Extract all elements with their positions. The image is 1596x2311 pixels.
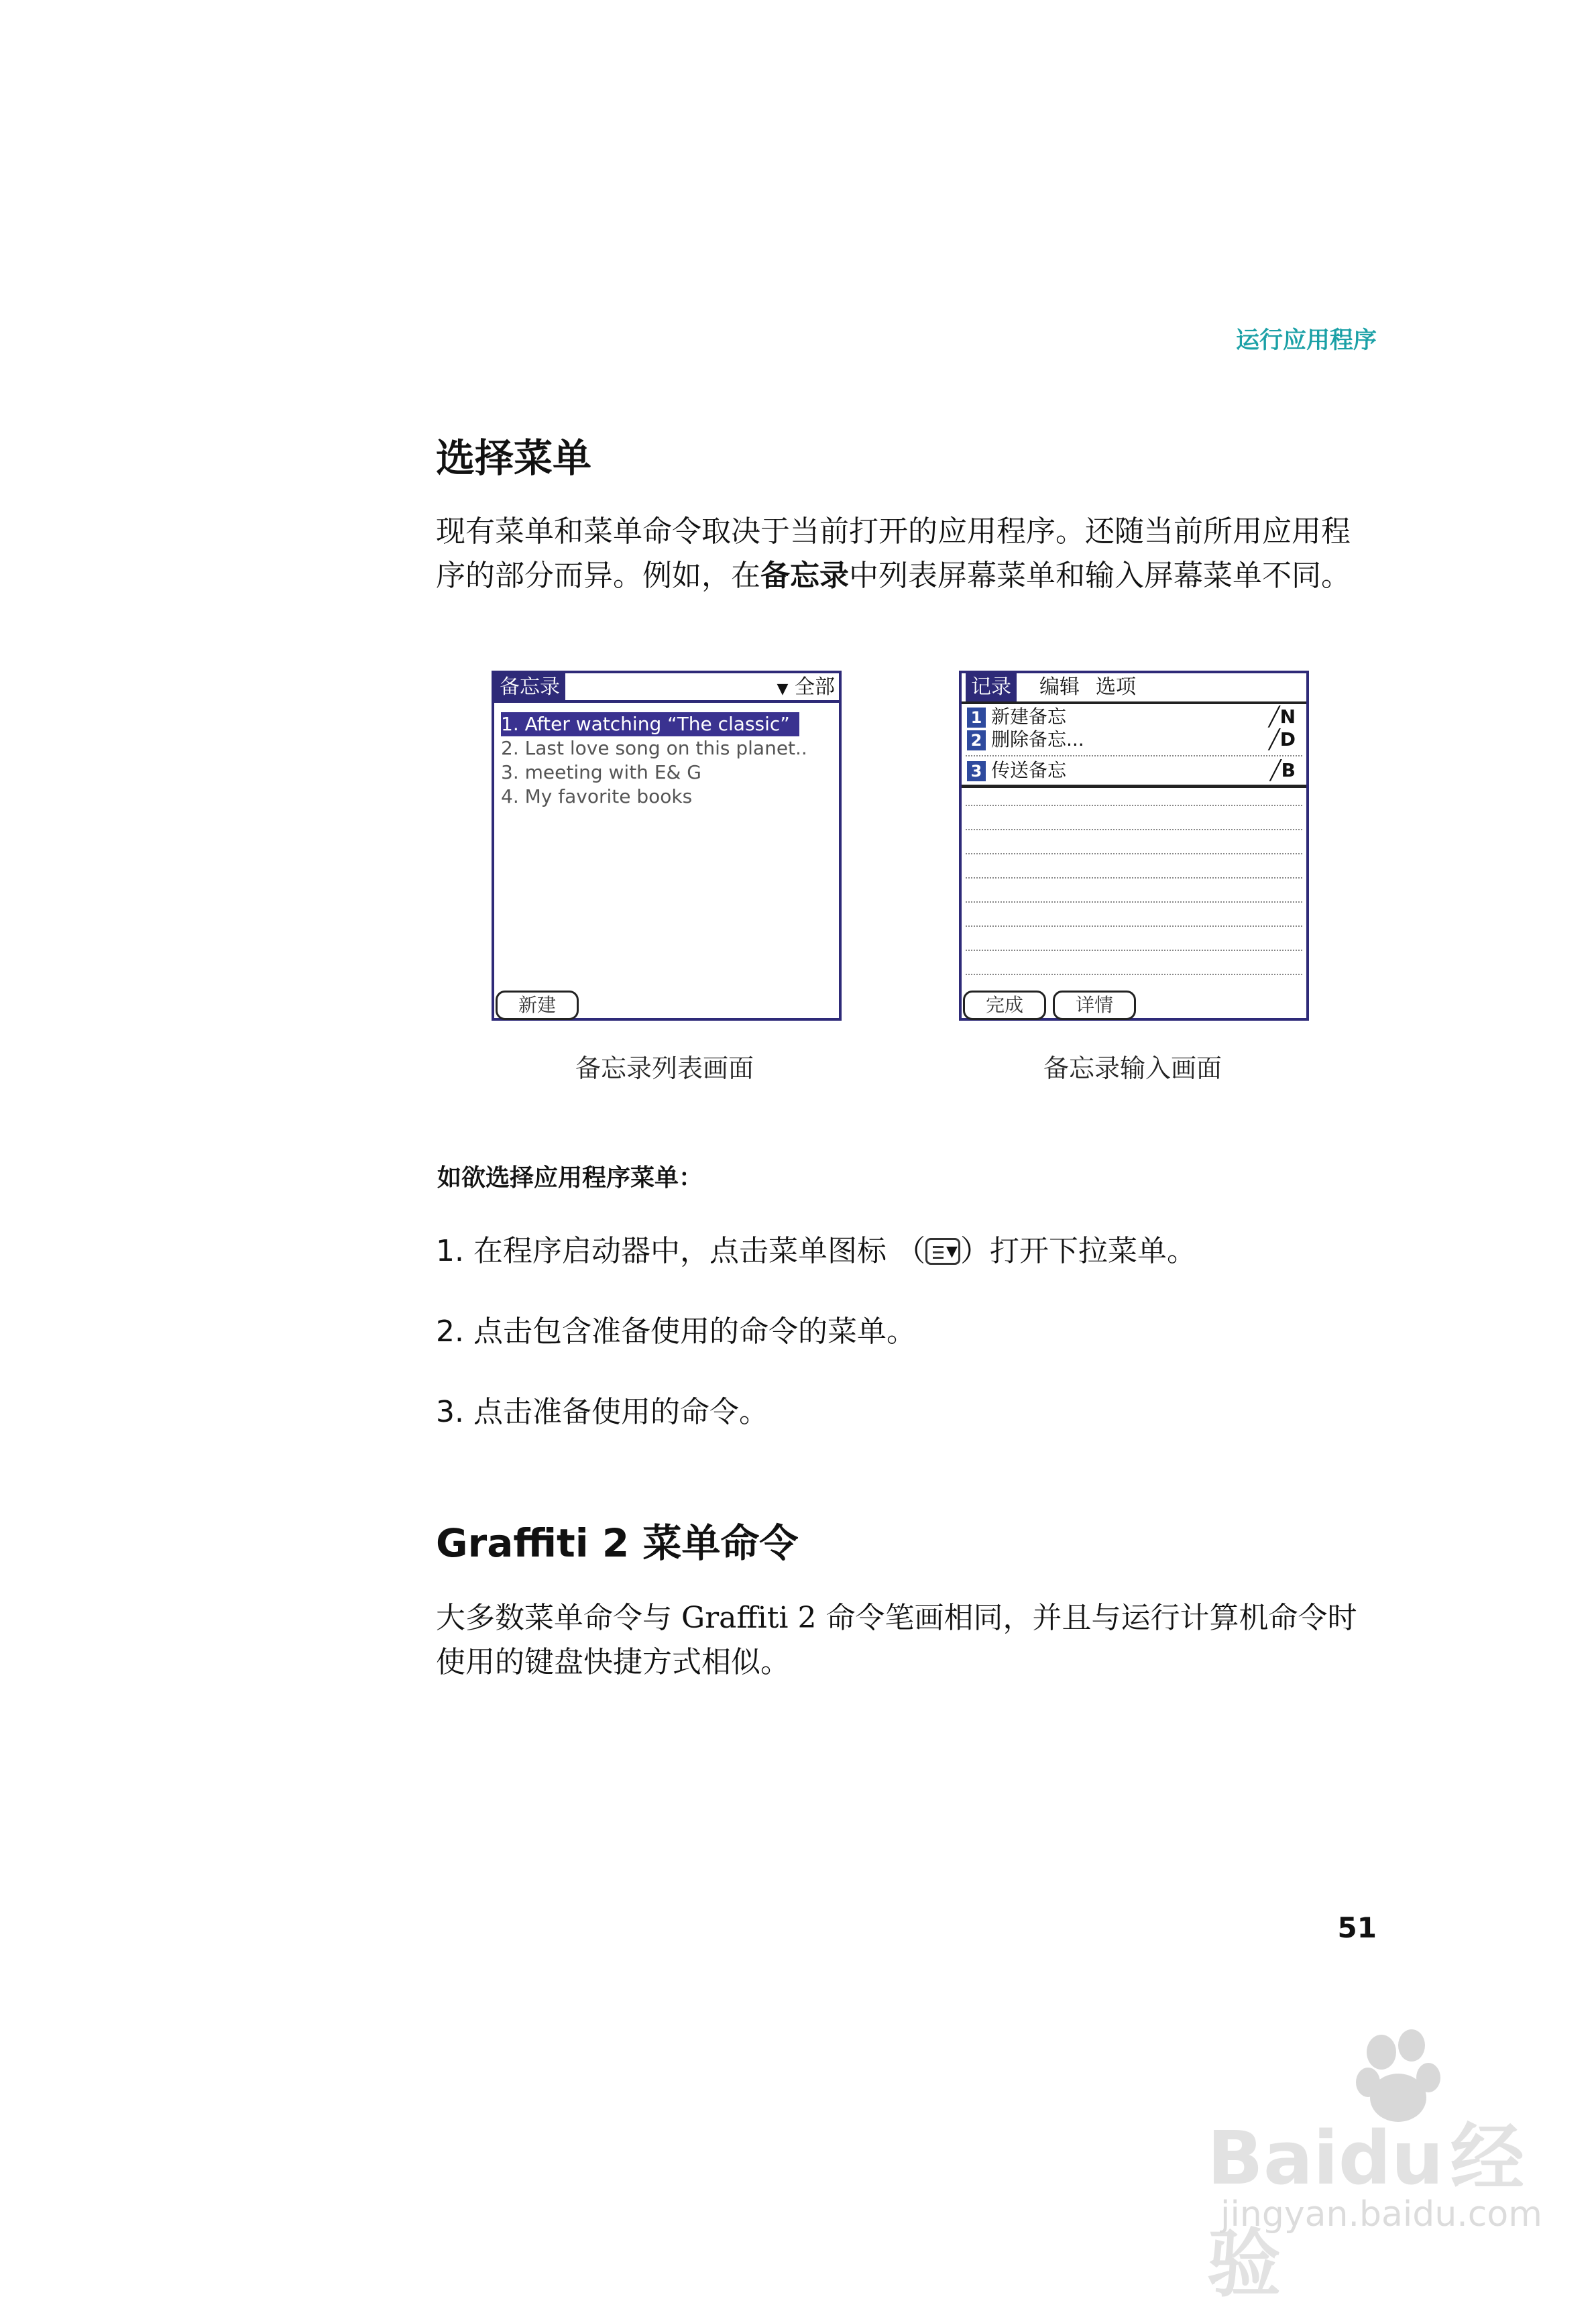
menu-item-beam-memo[interactable] xyxy=(967,759,1302,782)
shortcut-key xyxy=(1269,728,1296,751)
graffiti-paragraph: 大多数菜单命令与 Graffiti 2 命令笔画相同，并且与运行计算机命令时使用的键盘快捷方式相似。 xyxy=(436,1601,1357,1679)
menu-number-badge: 2 xyxy=(967,730,986,750)
note-line xyxy=(966,950,1302,951)
menu-number-badge: 1 xyxy=(967,708,986,728)
intro-text-bold: 备忘录 xyxy=(760,559,849,593)
figure-caption-edit: 备忘录输入画面 xyxy=(1043,1054,1222,1083)
step-number: 3. xyxy=(436,1395,464,1429)
note-line xyxy=(966,974,1302,975)
step-text-pre: 在程序启动器中，点击菜单图标 （ xyxy=(473,1234,925,1268)
intro-text-pre: 现有菜单和菜单命令取决于当前打开的应用程序。还随当前所用应用程序的部分而异。例如，在 xyxy=(436,514,1351,593)
record-menu-dropdown xyxy=(962,704,1306,788)
step-text: 点击包含准备使用的命令的菜单。 xyxy=(473,1314,916,1349)
graffiti-stroke-icon: ╱ xyxy=(1268,728,1280,750)
section-title-graffiti: Graffiti 2 菜单命令 xyxy=(436,1520,799,1566)
step-text: 点击准备使用的命令。 xyxy=(473,1395,768,1429)
memo-list-item[interactable]: 4. My favorite books xyxy=(501,785,693,807)
section-title: 选择菜单 xyxy=(436,435,592,481)
menu-edit[interactable]: 编辑 xyxy=(1039,675,1080,699)
page-number: 51 xyxy=(1337,1911,1377,1944)
figure-caption-list: 备忘录列表画面 xyxy=(575,1054,754,1083)
memo-list-title: 备忘录 xyxy=(494,673,565,701)
menu-item-new-memo[interactable] xyxy=(967,706,1302,728)
graffiti-stroke-icon: ╱ xyxy=(1268,706,1280,728)
graffiti-stroke-icon: ╱ xyxy=(1269,759,1281,781)
shortcut-key xyxy=(1270,759,1296,782)
note-line xyxy=(966,829,1302,830)
baidu-watermark xyxy=(1207,2019,1556,2307)
instructions-heading: 如欲选择应用程序菜单： xyxy=(437,1164,703,1192)
memo-list-screen xyxy=(492,671,842,1021)
step-number: 2. xyxy=(436,1314,464,1349)
memo-list-item[interactable]: 2. Last love song on this planet.. xyxy=(501,737,807,759)
intro-paragraph xyxy=(436,510,1375,598)
done-button[interactable]: 完成 xyxy=(963,991,1046,1020)
shortcut-letter: D xyxy=(1279,728,1296,750)
step-1 xyxy=(436,1231,1196,1272)
memo-edit-screen xyxy=(959,671,1309,1021)
menu-item-delete-memo[interactable] xyxy=(967,728,1302,751)
note-line xyxy=(966,805,1302,806)
step-text-post: ）打开下拉菜单。 xyxy=(960,1234,1196,1268)
category-selector[interactable] xyxy=(777,673,835,703)
intro-text-post: 中列表屏幕菜单和输入屏幕菜单不同。 xyxy=(849,559,1351,593)
shortcut-key xyxy=(1269,706,1296,728)
step-2 xyxy=(436,1312,916,1352)
memo-list-item[interactable]: 1. After watching “The classic” xyxy=(501,712,799,736)
chevron-down-icon: ▼ xyxy=(777,681,789,697)
new-memo-button[interactable]: 新建 xyxy=(496,991,579,1020)
step-number: 1. xyxy=(436,1234,464,1268)
note-line xyxy=(966,901,1302,903)
menu-item-label: 删除备忘... xyxy=(991,728,1084,750)
watermark-brand-cn: 经验 xyxy=(1207,2115,1524,2307)
details-button[interactable]: 详情 xyxy=(1053,991,1136,1020)
menu-number-badge: 3 xyxy=(967,761,986,781)
running-header: 运行应用程序 xyxy=(1235,327,1377,354)
menu-separator xyxy=(966,755,1302,756)
menu-item-label: 新建备忘 xyxy=(991,706,1067,728)
shortcut-letter: B xyxy=(1281,759,1296,781)
note-line xyxy=(966,925,1302,927)
shortcut-letter: N xyxy=(1279,706,1296,728)
menu-item-label: 传送备忘 xyxy=(991,759,1067,781)
category-label: 全部 xyxy=(795,675,835,699)
memo-list-item[interactable]: 3. meeting with E& G xyxy=(501,761,701,783)
watermark-brand: Baidu xyxy=(1207,2115,1444,2201)
step-3 xyxy=(436,1392,768,1432)
menu-options[interactable]: 选项 xyxy=(1096,675,1136,699)
watermark-url: jingyan.baidu.com xyxy=(1220,2194,1542,2235)
menu-icon: ▼ xyxy=(925,1238,960,1265)
menu-record[interactable]: 记录 xyxy=(966,673,1017,701)
note-line xyxy=(966,853,1302,854)
note-line xyxy=(966,877,1302,879)
menu-bar xyxy=(962,673,1306,704)
